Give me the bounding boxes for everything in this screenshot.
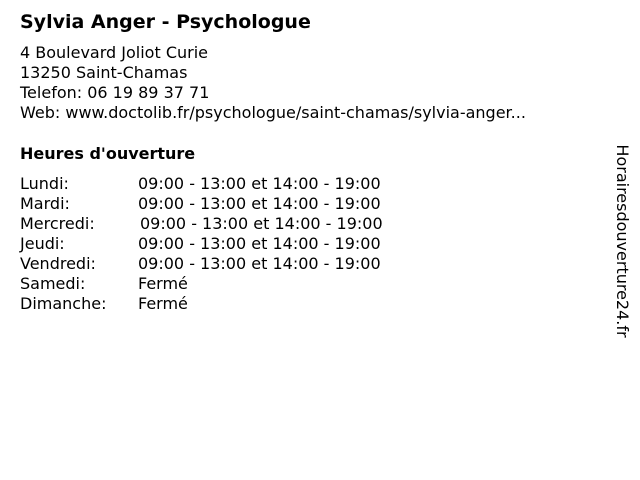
- day-hours: 09:00 - 13:00 et 14:00 - 19:00: [138, 194, 381, 213]
- address-street: 4 Boulevard Joliot Curie: [20, 43, 208, 62]
- day-hours: 09:00 - 13:00 et 14:00 - 19:00: [138, 234, 381, 253]
- day-label: Vendredi:: [20, 254, 96, 273]
- site-watermark-text: Horairesdouverture24.fr: [613, 144, 632, 338]
- day-hours: 09:00 - 13:00 et 14:00 - 19:00: [140, 214, 383, 233]
- website-link: Web: www.doctolib.fr/psychologue/saint-chamas/sylvia-anger...: [20, 103, 526, 122]
- business-title: Sylvia Anger - Psychologue: [20, 11, 311, 33]
- day-label: Jeudi:: [20, 234, 65, 253]
- day-label: Mercredi:: [20, 214, 95, 233]
- contact-info: [20, 43, 526, 123]
- day-hours: 09:00 - 13:00 et 14:00 - 19:00: [138, 174, 381, 193]
- site-watermark: [612, 136, 632, 346]
- day-hours: Fermé: [138, 274, 188, 293]
- day-hours: 09:00 - 13:00 et 14:00 - 19:00: [138, 254, 381, 273]
- opening-hours-heading: Heures d'ouverture: [20, 144, 196, 163]
- day-label: Samedi:: [20, 274, 86, 293]
- address-city: 13250 Saint-Chamas: [20, 63, 188, 82]
- day-hours: Fermé: [138, 294, 188, 313]
- day-label: Mardi:: [20, 194, 70, 213]
- phone-number: Telefon: 06 19 89 37 71: [20, 83, 210, 102]
- day-label: Dimanche:: [20, 294, 107, 313]
- day-label: Lundi:: [20, 174, 69, 193]
